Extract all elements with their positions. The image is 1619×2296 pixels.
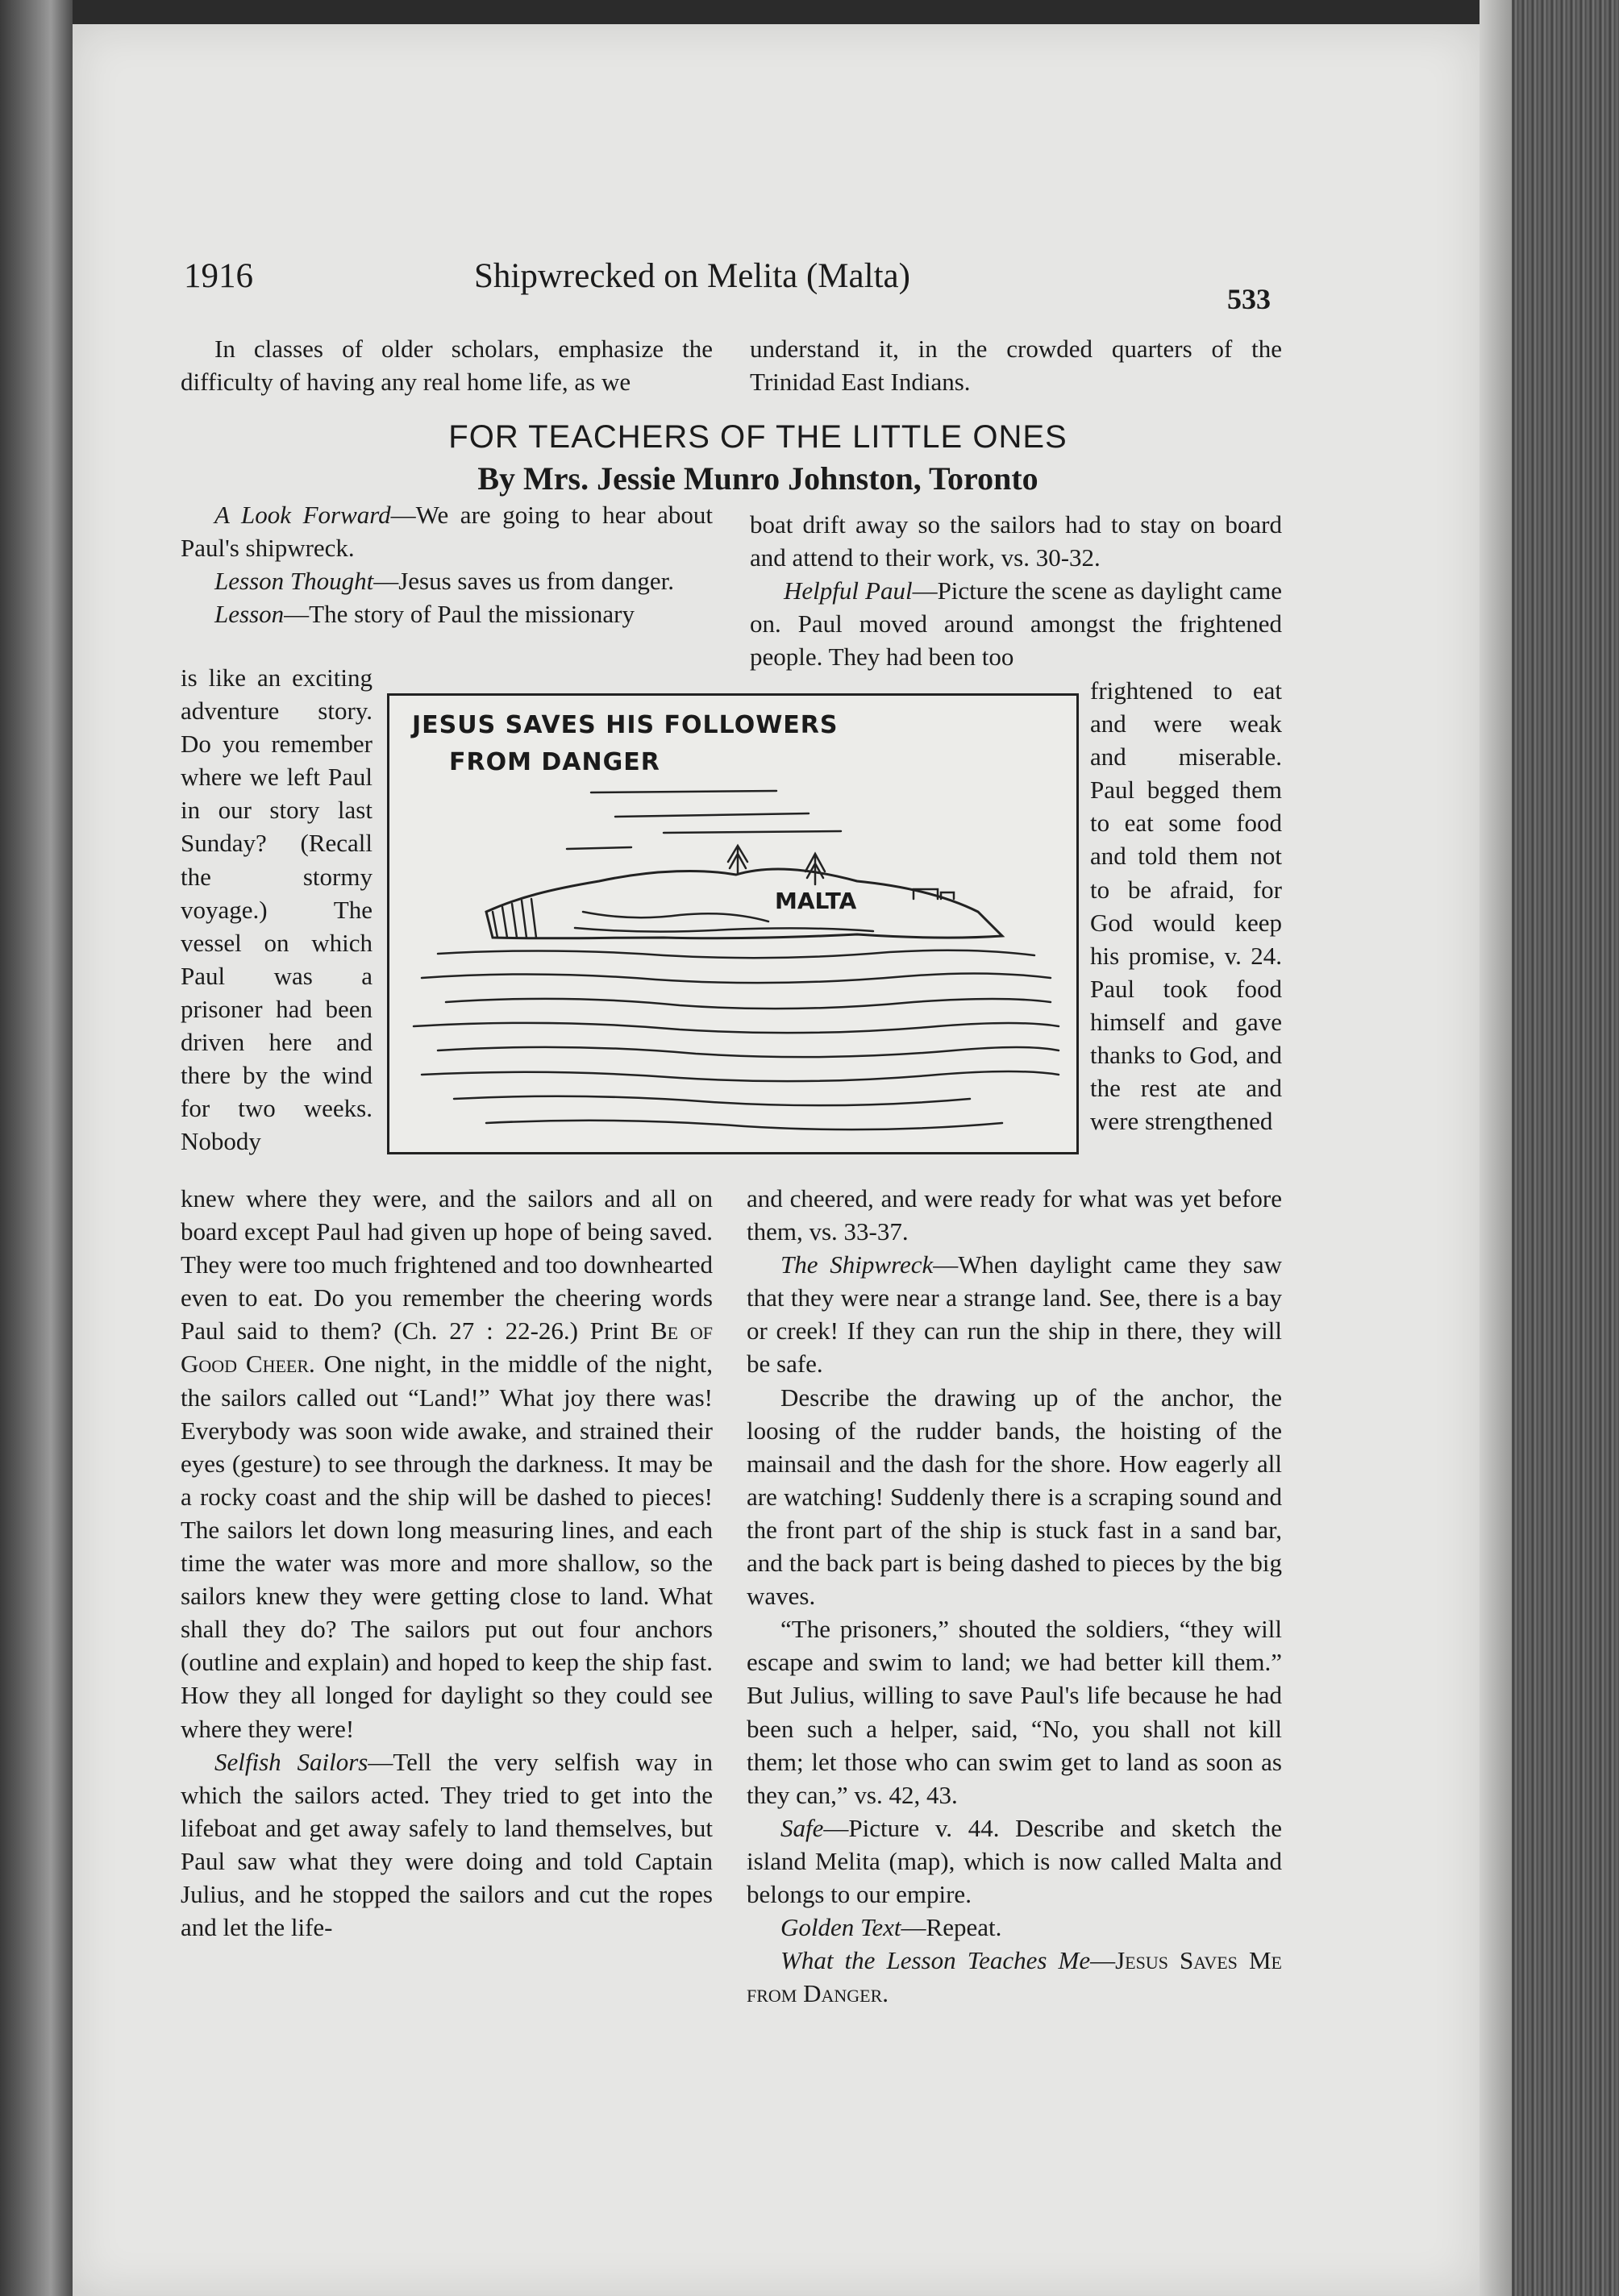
paragraph bbox=[747, 1811, 1282, 1911]
paragraph-lead: What the Lesson Teaches Me bbox=[780, 1946, 1091, 1975]
left-column-bottom bbox=[181, 1182, 713, 1944]
paragraph bbox=[181, 564, 713, 597]
paragraph-lead: The Shipwreck bbox=[780, 1250, 934, 1279]
paragraph: boat drift away so the sailors had to stay on board and attend to their work, vs. 30-32. bbox=[750, 510, 1282, 572]
paragraph: “The prisoners,” shouted the soldiers, “they will escape and swim to land; we had better kill them.” But Julius, willing to save Paul's life because he had been such a helper, said, “No, you shall not kill them; let those who can swim get to land as soon as they can,” vs. 42, 43. bbox=[747, 1615, 1282, 1809]
intro-left bbox=[181, 332, 713, 398]
wrap-text: frightened to eat and were weak and miserable. Paul begged them to eat some food and told them not to be afraid, for God would keep his promise, v. 24. Paul took food himself and gave thanks to God, and the rest ate and were strengthened bbox=[1090, 676, 1282, 1136]
tree-icon bbox=[728, 846, 747, 873]
tree-icon bbox=[805, 854, 825, 884]
intro-left-text: In classes of older scholars, emphasize the difficulty of having any real home life, as we bbox=[181, 335, 713, 397]
sea-wave bbox=[454, 1096, 970, 1105]
wrap-text: is like an exciting adventure story. Do you remember where we left Paul in our story last Sunday? (Recall the stormy voyage.) The vessel on which Paul was a prisoner had been driven here and there by the wind for two weeks. Nobody bbox=[181, 663, 372, 1156]
paragraph bbox=[181, 498, 713, 564]
paragraph-caps: —Jesus Saves Me from Danger. bbox=[747, 1946, 1282, 2008]
right-column-bottom bbox=[747, 1182, 1282, 2010]
paragraph bbox=[747, 1911, 1282, 1944]
sea-wave bbox=[414, 1023, 1059, 1033]
paragraph-text: —Picture v. 44. Describe and sketch the island Melita (map), which is now called Malta and belongs to our empire. bbox=[747, 1813, 1282, 1908]
intro-right bbox=[750, 332, 1282, 398]
intro-right-text: understand it, in the crowded quarters of the Trinidad East Indians. bbox=[750, 335, 1282, 397]
paragraph-lead: Golden Text bbox=[780, 1913, 901, 1942]
sea-wave bbox=[438, 950, 1034, 958]
left-column-top bbox=[181, 498, 713, 630]
paragraph-text: knew where they were, and the sailors and all on board except Paul had given up hope of being saved. They were too much frightened and too downhearted even to eat. Do you remember the cheering words Paul said to them? (Ch. 27 : 22-26.) Print bbox=[181, 1184, 713, 1346]
running-head-year: 1916 bbox=[184, 257, 253, 295]
paragraph bbox=[181, 1745, 713, 1945]
paragraph bbox=[747, 1944, 1282, 2010]
sea-wave bbox=[438, 1047, 1059, 1057]
paragraph bbox=[181, 597, 713, 630]
sea-wave bbox=[446, 999, 1051, 1009]
sea-wave bbox=[422, 973, 1051, 983]
paragraph-text: One night, in the middle of the night, the sailors called out “Land!” What joy there was! Everybody was soon wide awake, and strained their eyes (gesture) to see through the darkness. It may be a rocky coast and the ship will be dashed to pieces! The sailors let down long measuring lines, and each time the water was more and more shallow, so the sailors knew they were getting close to land. What shall they do? The sailors put out four anchors (outline and explain) and hoped to keep the ship fast. How they all longed for daylight so they could see where they were! bbox=[181, 1350, 713, 1743]
paragraph bbox=[747, 1248, 1282, 1380]
running-head-title: Shipwrecked on Melita (Malta) bbox=[474, 257, 910, 295]
island-outline bbox=[486, 869, 1002, 938]
island-label: MALTA bbox=[775, 888, 857, 914]
caption-line-1: JESUS SAVES HIS FOLLOWERS bbox=[412, 711, 839, 739]
paragraph-text: —We are going to hear about Paul's shipwreck. bbox=[181, 501, 713, 563]
paragraph bbox=[750, 574, 1282, 673]
paragraph-lead: Lesson bbox=[214, 600, 285, 629]
article-byline: By Mrs. Jessie Munro Johnston, Toronto bbox=[477, 460, 1038, 497]
left-wrap-column bbox=[181, 661, 372, 1158]
sky-line bbox=[567, 791, 841, 849]
illustration-box bbox=[387, 693, 1079, 1154]
paragraph-text: —The story of Paul the missionary bbox=[284, 600, 635, 629]
paragraph-text: —Jesus saves us from danger. bbox=[373, 567, 675, 596]
paragraph-text: —When daylight came they saw that they were near a strange land. See, there is a bay or creek! If they can run the ship in there, they will be safe. bbox=[747, 1250, 1282, 1379]
paragraph-lead: Helpful Paul bbox=[784, 576, 913, 605]
paragraph-lead: A Look Forward bbox=[214, 501, 391, 529]
right-column-top bbox=[750, 508, 1282, 673]
caption-line-2: FROM DANGER bbox=[449, 748, 660, 776]
right-wrap-column bbox=[1090, 674, 1282, 1138]
illustration-caption bbox=[412, 707, 839, 781]
paragraph bbox=[181, 1182, 713, 1745]
page-edges bbox=[1480, 0, 1619, 2296]
sea-wave bbox=[486, 1121, 1002, 1129]
paragraph: and cheered, and were ready for what was yet before them, vs. 33-37. bbox=[747, 1184, 1282, 1246]
sea-wave bbox=[422, 1071, 1059, 1081]
paragraph-lead: Selfish Sailors bbox=[214, 1747, 368, 1776]
paragraph: Describe the drawing up of the anchor, the loosing of the rudder bands, the hoisting of the mainsail and the dash for the shore. How eagerly all are watching! Suddenly there is a scraping sound and the front part of the ship is stuck fast in a sand bar, and the back part is being dashed to pieces by the big waves. bbox=[747, 1383, 1282, 1611]
page-number: 533 bbox=[1227, 283, 1271, 315]
paragraph-lead: Lesson Thought bbox=[214, 567, 374, 596]
paragraph-lead: Safe bbox=[780, 1813, 824, 1842]
paragraph-caps: Be of Good Cheer. bbox=[181, 1316, 713, 1379]
scan-binding-shadow bbox=[0, 0, 73, 2296]
paragraph-text: —Repeat. bbox=[901, 1913, 1002, 1942]
paragraph-text: —Picture the scene as daylight came on. Paul moved around amongst the frightened people. They had been too bbox=[750, 576, 1282, 672]
article-title: FOR TEACHERS OF THE LITTLE ONES bbox=[448, 419, 1068, 455]
paragraph-text: —Tell the very selfish way in which the sailors acted. They tried to get into the lifeboat and get away safely to land themselves, but Paul saw what they were doing and told Captain Julius, and he stopped the sailors and cut the ropes and let the life- bbox=[181, 1747, 714, 1942]
